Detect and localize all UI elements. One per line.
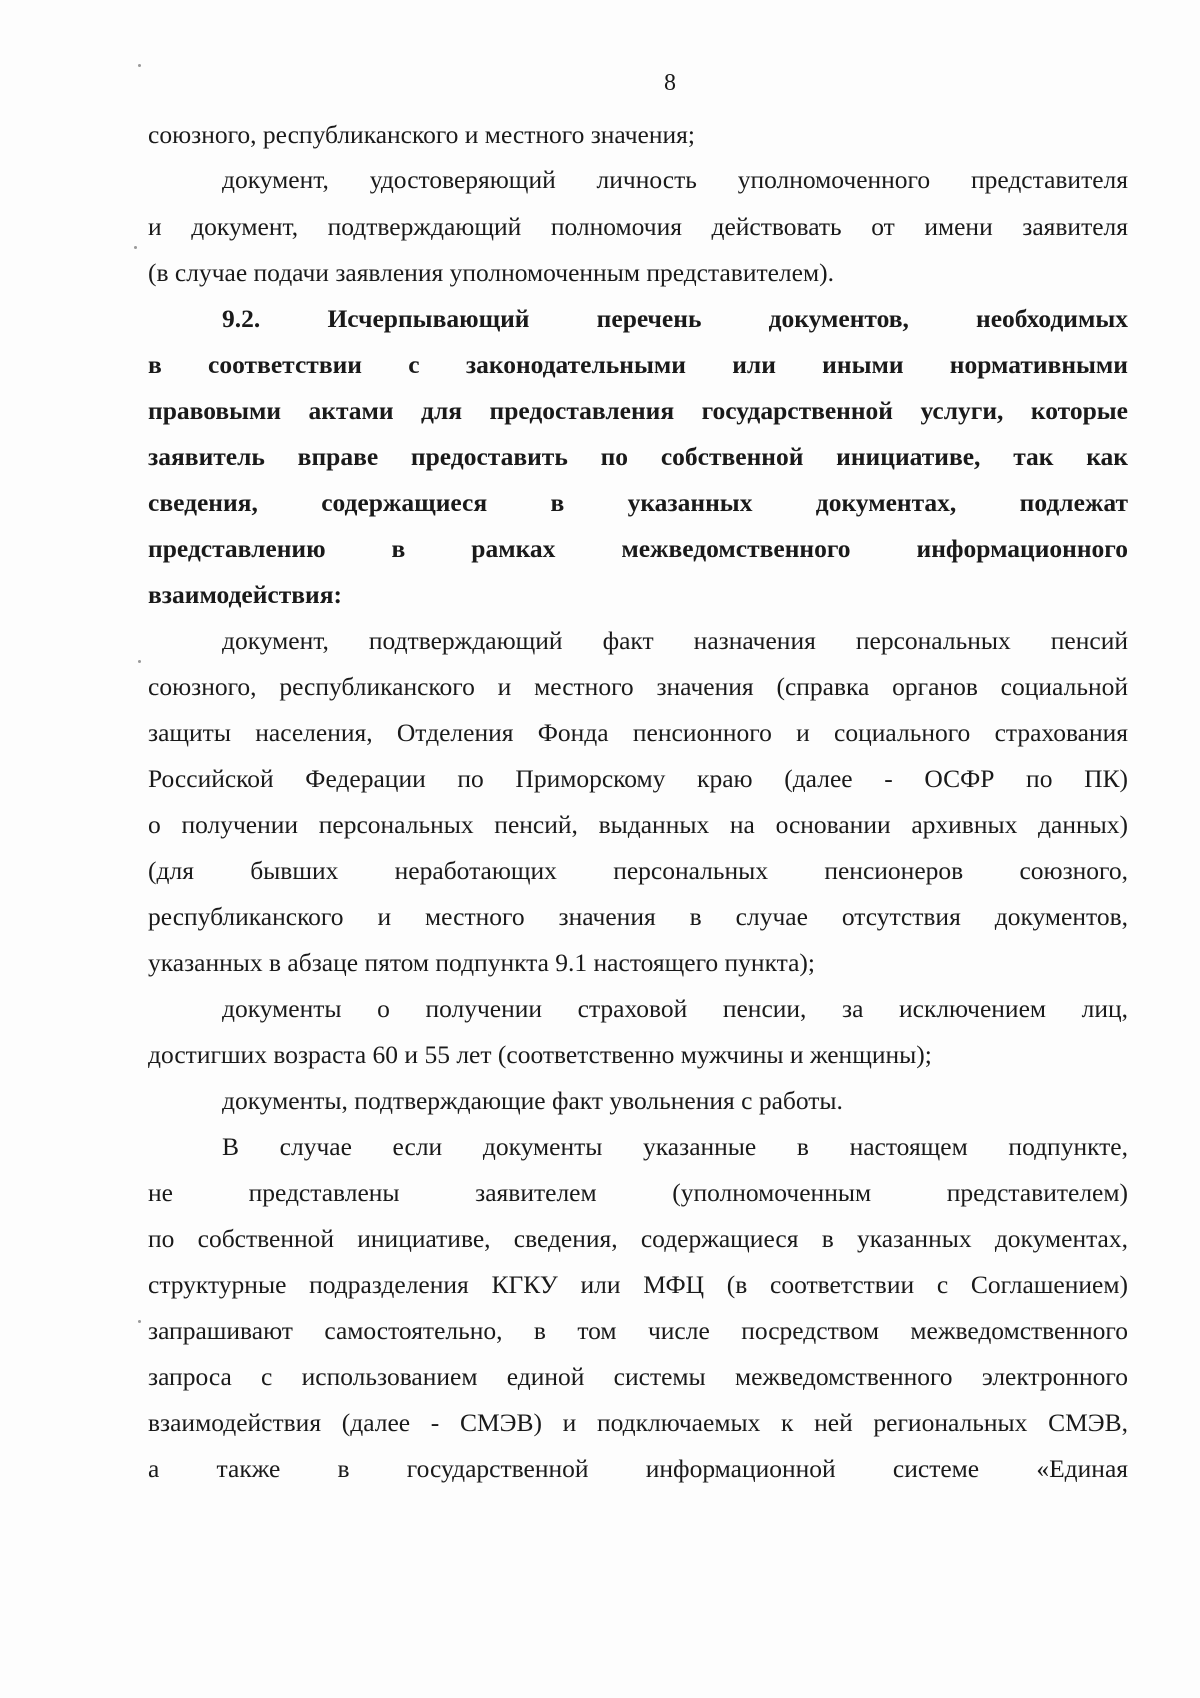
text-line: документ, удостоверяющий личность уполномоченного представителя	[222, 165, 1128, 194]
text-line: указанных в абзаце пятом подпункта 9.1 настоящего пункта);	[148, 948, 815, 977]
text-line: структурные подразделения КГКУ или МФЦ (в соответствии с Соглашением)	[148, 1270, 1128, 1299]
text-line: документ, подтверждающий факт назначения персональных пенсий	[222, 626, 1128, 655]
text-line: Российской Федерации по Приморскому краю (далее - ОСФР по ПК)	[148, 764, 1128, 793]
text-line: не представлены заявителем (уполномоченным представителем)	[148, 1178, 1128, 1207]
scan-speck	[138, 1320, 141, 1323]
text-line: защиты населения, Отделения Фонда пенсионного и социального страхования	[148, 718, 1128, 747]
text-line: документы о получении страховой пенсии, за исключением лиц,	[222, 994, 1128, 1023]
text-line: запрашивают самостоятельно, в том числе посредством межведомственного	[148, 1316, 1128, 1345]
section-heading-line: сведения, содержащиеся в указанных документах, подлежат	[148, 488, 1128, 517]
section-heading-line: правовыми актами для предоставления государственной услуги, которые	[148, 396, 1128, 425]
scan-speck	[138, 64, 141, 67]
text-line: (для бывших неработающих персональных пенсионеров союзного,	[148, 856, 1128, 885]
section-heading-line: взаимодействия:	[148, 580, 343, 609]
scan-speck	[134, 246, 137, 249]
text-line: союзного, республиканского и местного значения (справка органов социальной	[148, 672, 1128, 701]
section-heading-line: представлению в рамках межведомственного информационного	[148, 534, 1128, 563]
text-line: (в случае подачи заявления уполномоченным представителем).	[148, 258, 834, 287]
text-line: и документ, подтверждающий полномочия действовать от имени заявителя	[148, 212, 1128, 241]
text-line: В случае если документы указанные в настоящем подпункте,	[222, 1132, 1128, 1161]
text-line: взаимодействия (далее - СМЭВ) и подключаемых к ней региональных СМЭВ,	[148, 1408, 1128, 1437]
scan-speck	[138, 660, 141, 663]
text-line: документы, подтверждающие факт увольнения с работы.	[222, 1086, 843, 1115]
section-heading-line: 9.2. Исчерпывающий перечень документов, необходимых	[222, 304, 1128, 333]
section-heading-line: заявитель вправе предоставить по собственной инициативе, так как	[148, 442, 1128, 471]
page-number: 8	[664, 70, 676, 96]
text-line: по собственной инициативе, сведения, содержащиеся в указанных документах,	[148, 1224, 1128, 1253]
text-line: республиканского и местного значения в случае отсутствия документов,	[148, 902, 1128, 931]
text-line: о получении персональных пенсий, выданных на основании архивных данных)	[148, 810, 1128, 839]
text-line: союзного, республиканского и местного значения;	[148, 120, 695, 149]
text-line: достигших возраста 60 и 55 лет (соответственно мужчины и женщины);	[148, 1040, 932, 1069]
text-line: а также в государственной информационной системе «Единая	[148, 1454, 1128, 1483]
section-heading-line: в соответствии с законодательными или иными нормативными	[148, 350, 1128, 379]
text-line: запроса с использованием единой системы межведомственного электронного	[148, 1362, 1128, 1391]
